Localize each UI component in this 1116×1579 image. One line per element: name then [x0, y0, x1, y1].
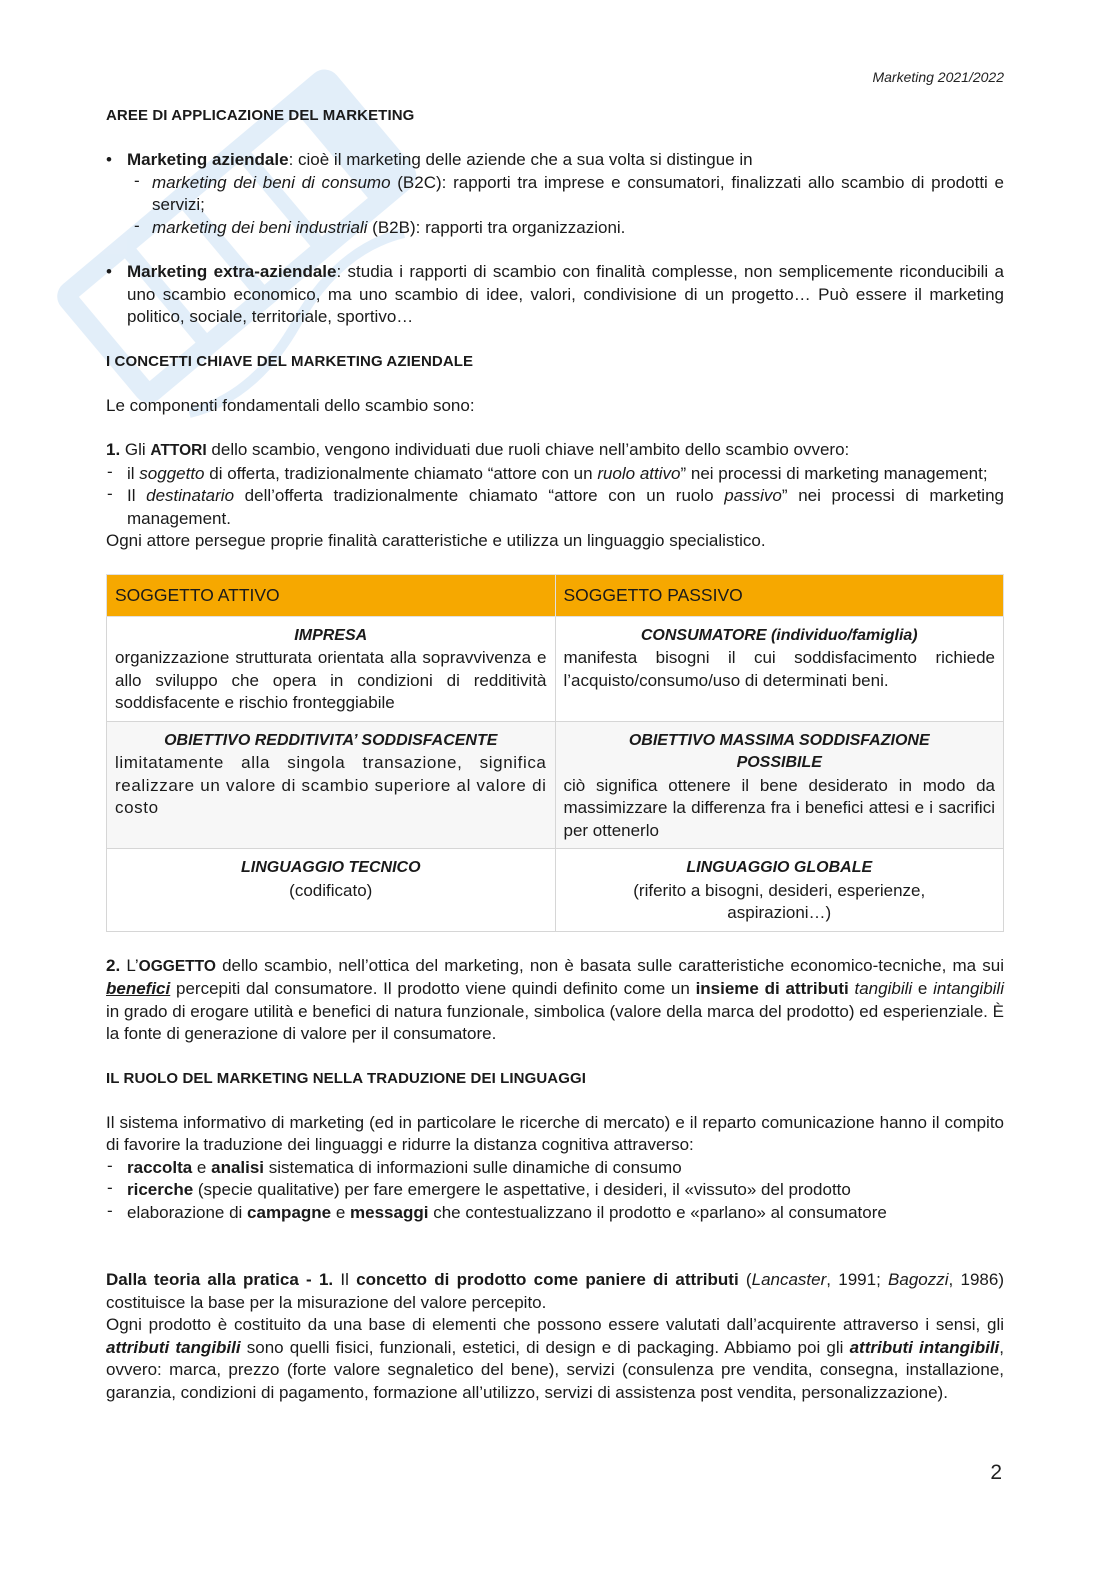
- text-span: Il: [333, 1270, 357, 1289]
- section-heading-concetti: I CONCETTI CHIAVE DEL MARKETING AZIENDALE: [106, 352, 474, 370]
- text-span: e: [331, 1202, 351, 1222]
- cell-text: (riferito a bisogni, desideri, esperienze, aspirazioni…): [633, 880, 926, 922]
- ruolo-intro: Il sistema informativo di marketing (ed in particolare le ricerche di mercato) e il reparto comunicazione hanno il compito di favorire la traduzione dei linguaggi e ridurre la distanza cognitiva attraverso:: [106, 1112, 1004, 1154]
- cell-title: CONSUMATORE (individuo/famiglia): [640, 626, 918, 644]
- table-cell: [555, 849, 1004, 932]
- table-header-row: [107, 574, 1004, 616]
- text-span: L’: [120, 955, 139, 975]
- cell-text: (codificato): [289, 880, 373, 900]
- text-span: tangibili: [854, 979, 913, 998]
- key-term: analisi: [211, 1157, 265, 1177]
- key-term: raccolta: [127, 1157, 193, 1177]
- text-span: ruolo attivo: [597, 463, 681, 483]
- sub-text: (B2C): rapporti tra imprese e consumatori, finalizzati allo scambio di prodotti e servizi;: [152, 172, 1004, 214]
- practice-paragraph-1: [106, 1269, 1004, 1314]
- list-item: [106, 463, 1004, 486]
- text-span: Ogni prodotto è costituito da una base di elementi che possono essere valutati dall’acquirente attraverso i sensi, gli: [106, 1315, 1004, 1334]
- key-term: ricerche: [127, 1180, 194, 1199]
- list-item: [106, 149, 1004, 239]
- sub-list: [127, 172, 1004, 240]
- section-heading-ruolo: IL RUOLO DEL MARKETING NELLA TRADUZIONE DEI LINGUAGGI: [106, 1069, 587, 1087]
- cell-text: limitatamente alla singola transazione, significa realizzare un valore di scambio superiore al valore di costo: [115, 753, 547, 817]
- text-span: sono quelli fisici, funzionali, estetici, di design e di packaging. Abbiamo poi gli: [240, 1337, 850, 1357]
- key-term: campagne: [247, 1202, 332, 1222]
- sub-text: (B2B): rapporti tra organizzazioni.: [367, 217, 626, 237]
- cell-title: LINGUAGGIO TECNICO: [240, 859, 421, 876]
- key-term: attributi intangibili: [849, 1337, 1000, 1357]
- sub-term: marketing dei beni di consumo: [152, 172, 391, 192]
- text-span: (specie qualitative) per fare emergere le aspettative, i desideri, il «vissuto» del prodotto: [193, 1180, 851, 1199]
- text-span: dello scambio, vengono individuati due ruoli chiave nell’ambito dello scambio ovvero:: [206, 440, 850, 459]
- key-term: OGGETTO: [138, 957, 216, 975]
- point-1: [106, 439, 1004, 463]
- text-span: soggetto: [139, 463, 205, 483]
- text-span: , ovvero: marca, prezzo (forte valore segnaletico del bene), servizi (consulenza pre vendita, consegna, installazione, garanzia, condizioni di pagamento, formazione all’utilizzo, servizi di assistenza post vendita, personalizzazione).: [106, 1337, 1005, 1402]
- point-2: [106, 955, 1004, 1046]
- text-span: sistematica di informazioni sulle dinamiche di consumo: [264, 1157, 682, 1177]
- page-number: 2: [990, 1461, 1002, 1484]
- sub-item: [131, 217, 1004, 240]
- text-span: , 1986) costituisce la base per la misurazione del valore percepito.: [106, 1270, 1004, 1312]
- text-span: (: [738, 1270, 752, 1289]
- table-cell: [107, 721, 556, 849]
- cell-text: ciò significa ottenere il bene desiderato in modo da massimizzare la differenza fra i benefici attesi e i sacrifici per ottenerlo: [563, 775, 995, 840]
- running-title: Marketing 2021/2022: [872, 69, 1004, 85]
- cell-title: IMPRESA: [294, 626, 368, 644]
- cell-text: manifesta bisogni il cui soddisfacimento richiede l’acquisto/consumo/uso di determinati beni.: [563, 648, 995, 690]
- text-span: Il: [127, 486, 147, 505]
- list-item: [106, 485, 1004, 530]
- cell-text: organizzazione strutturata orientata alla sopravvivenza e allo sviluppo che opera in condizioni di redditività soddisfacente e rischio fronteggiabile: [115, 648, 547, 712]
- list-item: [106, 1202, 1004, 1225]
- key-term: ATTORI: [150, 442, 207, 459]
- point-number: 2.: [106, 955, 121, 975]
- table-cell: [107, 849, 556, 932]
- sub-item: [131, 172, 1004, 217]
- key-term: concetto di prodotto come paniere di attributi: [356, 1270, 739, 1289]
- list-item: [106, 261, 1004, 329]
- text-span: , 1991;: [826, 1270, 889, 1289]
- aree-list: [106, 149, 1004, 329]
- cell-title: LINGUAGGIO GLOBALE: [686, 859, 873, 876]
- text-span: di offerta, tradizionalmente chiamato “attore con un: [204, 463, 598, 483]
- intro-text: Le componenti fondamentali dello scambio sono:: [106, 395, 475, 415]
- point-number: 1.: [106, 440, 121, 459]
- list-item: [106, 1157, 1004, 1180]
- table-cell: [107, 616, 556, 721]
- author: Bagozzi: [888, 1270, 949, 1289]
- text-span: percepiti dal consumatore. Il prodotto viene quindi definito come un: [170, 979, 696, 998]
- document-page: [106, 0, 1004, 1579]
- key-term: messaggi: [350, 1202, 429, 1222]
- text-span: dell’offerta tradizionalmente chiamato “attore con un ruolo: [234, 486, 725, 505]
- section-heading-aree: AREE DI APPLICAZIONE DEL MARKETING: [106, 107, 415, 124]
- key-term: attributi tangibili: [106, 1337, 241, 1357]
- text-span: e: [912, 979, 934, 998]
- text-span: Gli: [120, 440, 151, 459]
- cell-title: OBIETTIVO REDDITIVITA’ SODDISFACENTE: [164, 731, 498, 749]
- text-span: passivo: [724, 486, 782, 505]
- key-term: benefici: [106, 979, 171, 998]
- text-span: destinatario: [146, 486, 235, 505]
- text-span: intangibili: [933, 979, 1004, 998]
- table-header: SOGGETTO ATTIVO: [107, 574, 556, 616]
- practice-paragraph-2: [106, 1314, 1004, 1404]
- text-span: in grado di erogare utilità e benefici di natura funzionale, simbolica (valore della marca del prodotto) ed esperienziale. È la fonte di generazione di valore per il consumatore.: [106, 1001, 1004, 1043]
- text-span: elaborazione di: [127, 1202, 248, 1222]
- roles-table: [106, 574, 1004, 932]
- term-marketing-aziendale: Marketing aziendale: [127, 150, 289, 169]
- table-cell: [555, 721, 1004, 849]
- page-body: [106, 105, 1004, 1404]
- cell-title: OBIETTIVO MASSIMA SODDISFAZIONE POSSIBILE: [628, 731, 930, 771]
- bullet-text: : cioè il marketing delle aziende che a sua volta si distingue in: [288, 150, 753, 169]
- table-row: [107, 849, 1004, 932]
- list-item: [106, 1179, 1004, 1202]
- table-row: [107, 616, 1004, 721]
- key-term: insieme di attributi: [695, 979, 849, 998]
- bullet-text: : studia i rapporti di scambio con finalità complesse, non semplicemente riconducibili a uno scambio economico, ma uno scambio di idee, valori, condivisione di un progetto… Può essere il marketing politico, sociale, territoriale, sportivo…: [127, 262, 1004, 326]
- lead-text: Dalla teoria alla pratica - 1.: [106, 1270, 334, 1289]
- author: Lancaster: [751, 1270, 827, 1289]
- sub-term: marketing dei beni industriali: [152, 217, 368, 237]
- table-header: SOGGETTO PASSIVO: [555, 574, 1004, 616]
- text-span: che contestualizzano il prodotto e «parlano» al consumatore: [428, 1202, 887, 1222]
- ruolo-list: [106, 1157, 1004, 1225]
- text-span: dello scambio, nell’ottica del marketing, non è basata sulle caratteristiche economico-tecniche, ma sui: [215, 955, 1004, 975]
- text-span: il: [127, 463, 140, 483]
- text-span: ” nei processi di marketing management;: [680, 463, 988, 483]
- closing-text: Ogni attore persegue proprie finalità caratteristiche e utilizza un linguaggio specialistico.: [106, 531, 766, 550]
- term-marketing-extra-aziendale: Marketing extra-aziendale: [127, 262, 337, 281]
- table-row: [107, 721, 1004, 849]
- table-cell: [555, 616, 1004, 721]
- actors-list: [106, 463, 1004, 531]
- text-span: e: [192, 1157, 212, 1177]
- text-span: ” nei processi di marketing management.: [127, 486, 1004, 528]
